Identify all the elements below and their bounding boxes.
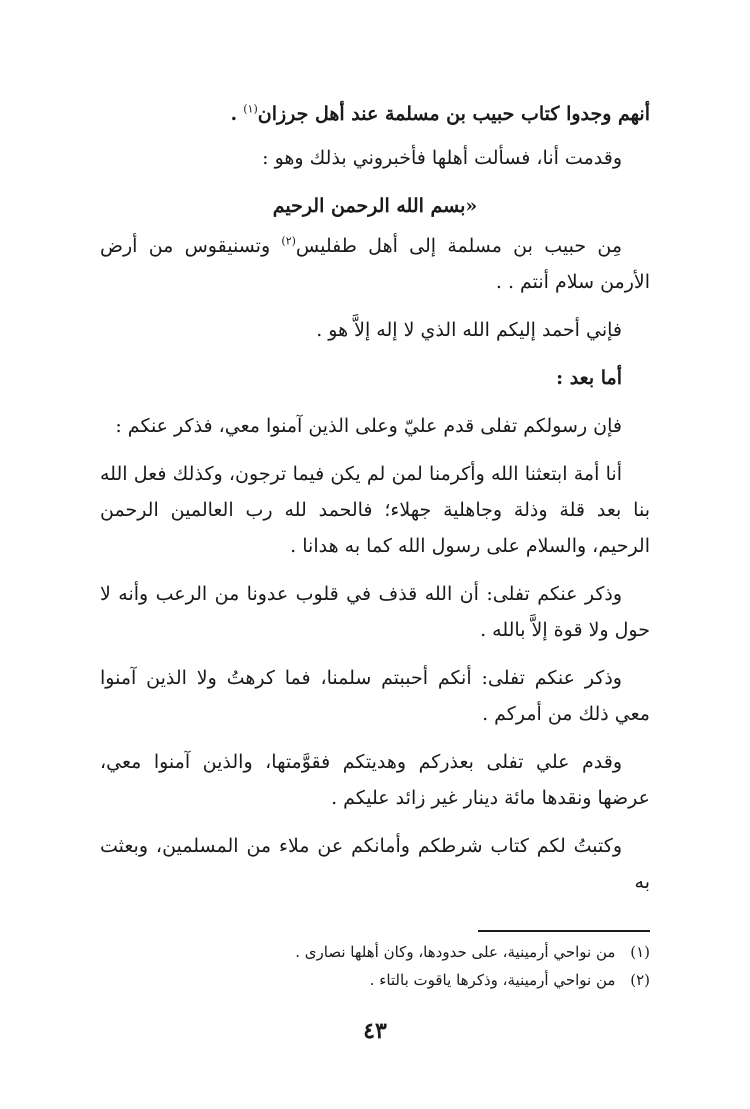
paragraph-fear: وذكر عنكم تفلى: أن الله قذف في قلوب عدونا من الرعب وأنه لا حول ولا قوة إلاَّ بالله . — [100, 583, 650, 641]
page-body — [100, 96, 650, 912]
paragraph-messenger: فإن رسولكم تفلى قدم عليّ وعلى الذين آمنوا معي، فذكر عنكم : — [115, 415, 622, 437]
salutation-rest: وتسنيقوس من أرض الأرمن سلام أنتم . . — [100, 235, 650, 293]
paragraph-amma-baad: أما بعد : — [556, 367, 622, 389]
paragraph-gift: وقدم علي تفلى بعذركم وهديتكم فقوَّمتها، والذين آمنوا معي، عرضها ونقدها مائة دينار غير زائد عليكم . — [100, 751, 650, 809]
paragraph-nation: أنا أمة ابتعثنا الله وأكرمنا لمن لم يكن فيما ترجون، وكذلك فعل الله بنا بعد قلة وذلة وجاهلية جهلاء؛ فالحمد لله رب العالمين الرحمن الرحيم، والسلام على رسول الله كما به هدانا . — [100, 463, 650, 557]
footnote-ref-1: (١) — [243, 102, 258, 116]
footnote-item — [100, 938, 650, 966]
footnote-ref-2: (٢) — [281, 234, 296, 248]
footnote-number: (٢) — [630, 971, 650, 989]
paragraph-opening — [100, 96, 650, 132]
footnote-number: (١) — [630, 943, 650, 961]
footnote-divider — [478, 930, 650, 932]
paragraph-salutation — [100, 228, 650, 300]
paragraph-covenant: وكتبتُ لكم كتاب شرطكم وأمانكم عن ملاء من المسلمين، وبعثت به — [100, 835, 650, 893]
footnote-text: من نواحي أرمينية، وذكرها ياقوت بالتاء . — [369, 971, 616, 989]
footnote-item — [100, 966, 650, 994]
paragraph-praise: فإني أحمد إليكم الله الذي لا إله إلاَّ هو . — [316, 319, 622, 341]
salutation-text: مِن حبيب بن مسلمة إلى أهل طفليس — [295, 235, 622, 257]
paragraph-intro: وقدمت أنا، فسألت أهلها فأخبروني بذلك وهو : — [262, 147, 622, 169]
basmala-heading: «بسم الله الرحمن الرحيم — [272, 195, 478, 217]
page-number: ٤٣ — [363, 1018, 387, 1044]
opening-end: . — [230, 103, 238, 125]
footnotes — [100, 938, 650, 994]
opening-text: أنهم وجدوا كتاب حبيب بن مسلمة عند أهل جرزان — [257, 103, 650, 125]
paragraph-peace: وذكر عنكم تفلى: أنكم أحببتم سلمنا، فما كرهتُ ولا الذين آمنوا معي ذلك من أمركم . — [100, 667, 650, 725]
footnote-text: من نواحي أرمينية، على حدودها، وكان أهلها نصارى . — [295, 943, 616, 961]
